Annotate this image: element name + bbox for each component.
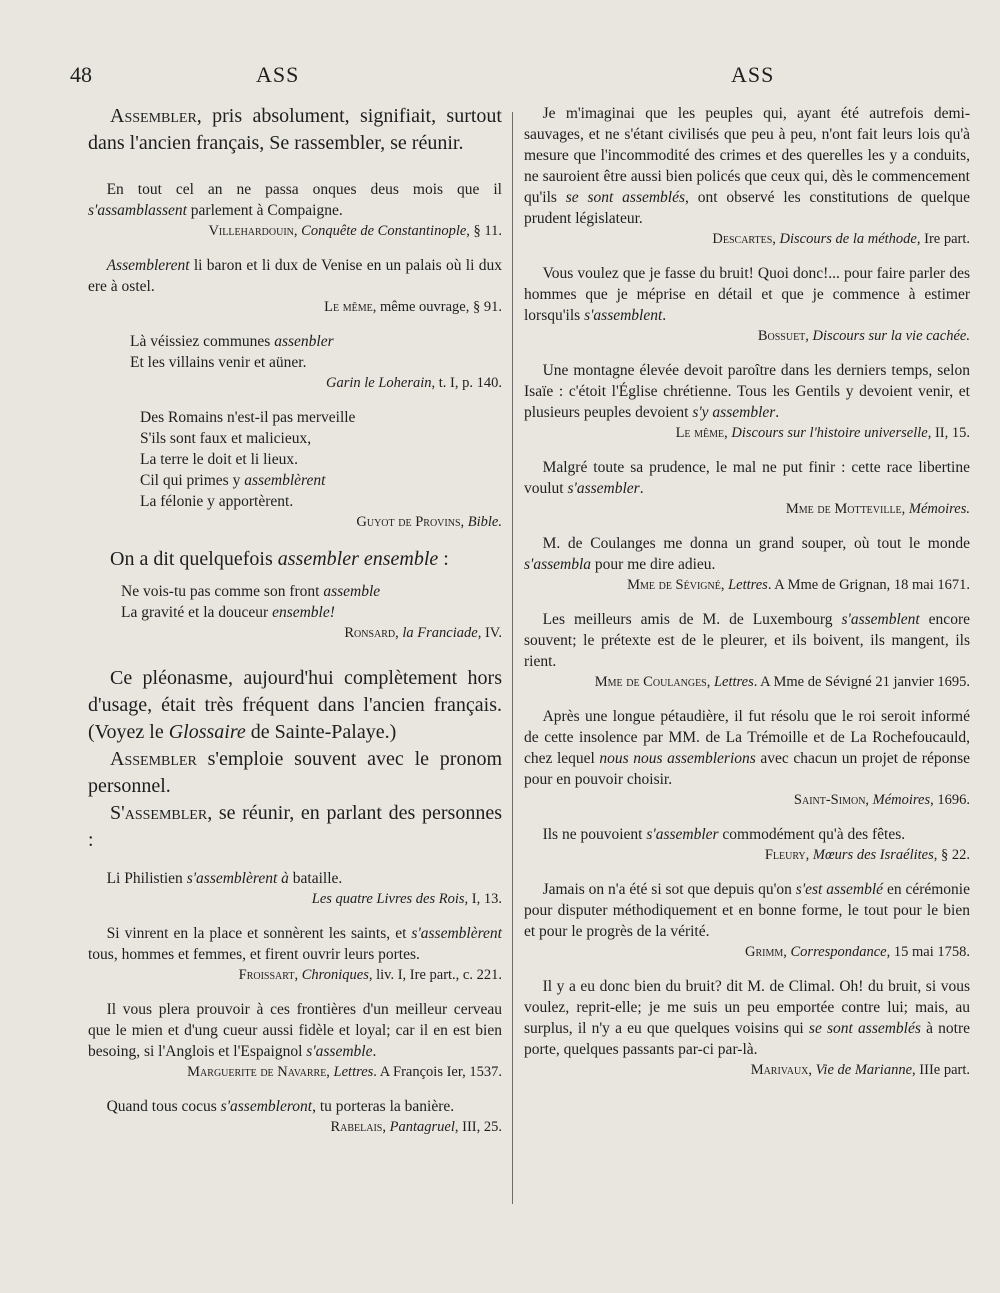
citation: Rabelais, Pantagruel, III, 25. [330, 1119, 502, 1135]
quotation: Assemblerent li baron et li dux de Venise en un palais où li dux ere à ostel. [88, 257, 502, 295]
left-column [88, 103, 502, 1137]
quotation: En tout cel an ne passa onques deus mois que il s'assamblassent parlement à Compaigne. [88, 181, 502, 219]
citation: Le même, Discours sur l'histoire universelle, II, 15. [675, 425, 970, 441]
citation: Fleury, Mœurs des Israélites, § 22. [764, 847, 970, 863]
citation: Marivaux, Vie de Marianne, IIIe part. [750, 1062, 970, 1078]
citation: Mme de Motteville, Mémoires. [785, 501, 970, 517]
citation: Ronsard, la Franciade, IV. [344, 625, 502, 641]
quotation: Il vous plera prouvoir à ces frontières d'un meilleur cerveau que le mien et d'ung cueur aussi fidèle et loyal; car il en est bien besoing, si l'Anglois et l'Espaignol s'assemble. [88, 1001, 502, 1060]
quotation: M. de Coulanges me donna un grand souper, où tout le monde s'assembla pour me dire adieu. [524, 535, 970, 573]
quotation: Quand tous cocus s'assembleront, tu porteras la banière. [106, 1098, 455, 1115]
page-number: 48 [70, 62, 92, 87]
quotation: Il y a eu donc bien du bruit? dit M. de Climal. Oh! du bruit, si vous voulez, reprit-elle; je me suis un peu emportée contre lui; mais, au surplus, il n'y a eu que quelques voisins qui se sont assemblés à notre porte, quelques passants par-ci par-là. [524, 978, 970, 1058]
citation: Le même, même ouvrage, § 91. [324, 299, 502, 315]
verse-quotation: Ne vois-tu pas comme son front assemble La gravité et la douceur ensemble! [121, 583, 381, 621]
right-running-head: ASS [731, 62, 775, 87]
quotation: Malgré toute sa prudence, le mal ne put finir : cette race libertine voulut s'assembler. [524, 459, 970, 497]
citation: Grimm, Correspondance, 15 mai 1758. [744, 944, 970, 960]
citation: Marguerite de Navarre, Lettres. A François Ier, 1537. [187, 1064, 502, 1080]
citation: Saint-Simon, Mémoires, 1696. [793, 792, 970, 808]
column-divider [512, 112, 513, 1204]
verse-quotation: Là véissiez communes assenbler Et les villains venir et aüner. [130, 333, 334, 371]
quotation: Une montagne élevée devoit paroître dans les derniers temps, selon Isaïe : c'étoit l'Église chrétienne. Tous les Gentils y devoient venir, et plusieurs peuples devoient s'y assembler. [524, 362, 970, 421]
quotation: Jamais on n'a été si sot que depuis qu'on s'est assemblé en cérémonie pour disputer méthodiquement et en bonne forme, le tout pour le bien et pour le progrès de la vérité. [524, 881, 970, 940]
citation: Bossuet, Discours sur la vie cachée. [757, 328, 970, 344]
text-paragraph: Assembler s'emploie souvent avec le pronom personnel. [88, 748, 502, 797]
citation: Garin le Loherain, t. I, p. 140. [325, 375, 502, 391]
quotation: Si vinrent en la place et sonnèrent les saints, et s'assemblèrent tous, hommes et femmes, et firent ouvrir leurs portes. [88, 925, 502, 963]
text-paragraph: Ce pléonasme, aujourd'hui complètement hors d'usage, était très fréquent dans l'ancien français. (Voyez le Glossaire de Sainte-Palaye.) [88, 667, 502, 743]
entry-intro: Assembler, pris absolument, signifiait, surtout dans l'ancien français, Se rassembler, se réunir. [88, 105, 502, 154]
citation: Descartes, Discours de la méthode, Ire part. [712, 231, 970, 247]
citation: Mme de Sévigné, Lettres. A Mme de Grignan, 18 mai 1671. [627, 577, 970, 593]
quotation: Après une longue pétaudière, il fut résolu que le roi seroit informé de cette insolence par MM. de La Trémoille et de La Rochefoucauld, chez lequel nous nous assemblerions avec chacun un projet de réponse pour en pouvoir choisir. [524, 708, 970, 788]
citation: Les quatre Livres des Rois, I, 13. [311, 891, 502, 907]
text-paragraph: S'assembler, se réunir, en parlant des personnes : [88, 802, 502, 851]
quotation: Li Philistien s'assemblèrent à bataille. [106, 870, 343, 887]
right-column [524, 103, 970, 1080]
headword: Assembler [110, 105, 197, 127]
left-running-head: ASS [256, 62, 300, 87]
quotation: Les meilleurs amis de M. de Luxembourg s'assemblent encore souvent; le prétexte est de le pleurer, et ils boivent, ils mangent, ils rient. [524, 611, 970, 670]
text-paragraph: On a dit quelquefois assembler ensemble : [110, 548, 449, 570]
citation: Froissart, Chroniques, liv. I, Ire part., c. 221. [238, 967, 502, 983]
quotation: Vous voulez que je fasse du bruit! Quoi donc!... pour faire parler des hommes que je méprise en détail et que je commence à estimer lorsqu'ils s'assemblent. [524, 265, 970, 324]
citation: Guyot de Provins, Bible. [356, 514, 502, 530]
citation: Mme de Coulanges, Lettres. A Mme de Sévigné 21 janvier 1695. [594, 674, 970, 690]
citation: Villehardouin, Conquête de Constantinople, § 11. [208, 223, 502, 239]
quotation: Je m'imaginai que les peuples qui, ayant été autrefois demi-sauvages, et ne s'étant civilisés que peu à peu, n'ont fait leurs lois qu'à mesure que l'incommodité des crimes et des querelles les y a conduits, ne sauroient être aussi bien policés que ceux qui, dès le commencement qu'ils se sont assemblés, ont observé les constitutions de quelque prudent législateur. [524, 105, 971, 227]
quotation: Ils ne pouvoient s'assembler commodément qu'à des fêtes. [542, 826, 906, 843]
verse-quotation: Des Romains n'est-il pas merveille S'ils sont faux et malicieux, La terre le doit et li lieux. Cil qui primes y assemblèrent La félonie y apportèrent. [140, 409, 356, 510]
